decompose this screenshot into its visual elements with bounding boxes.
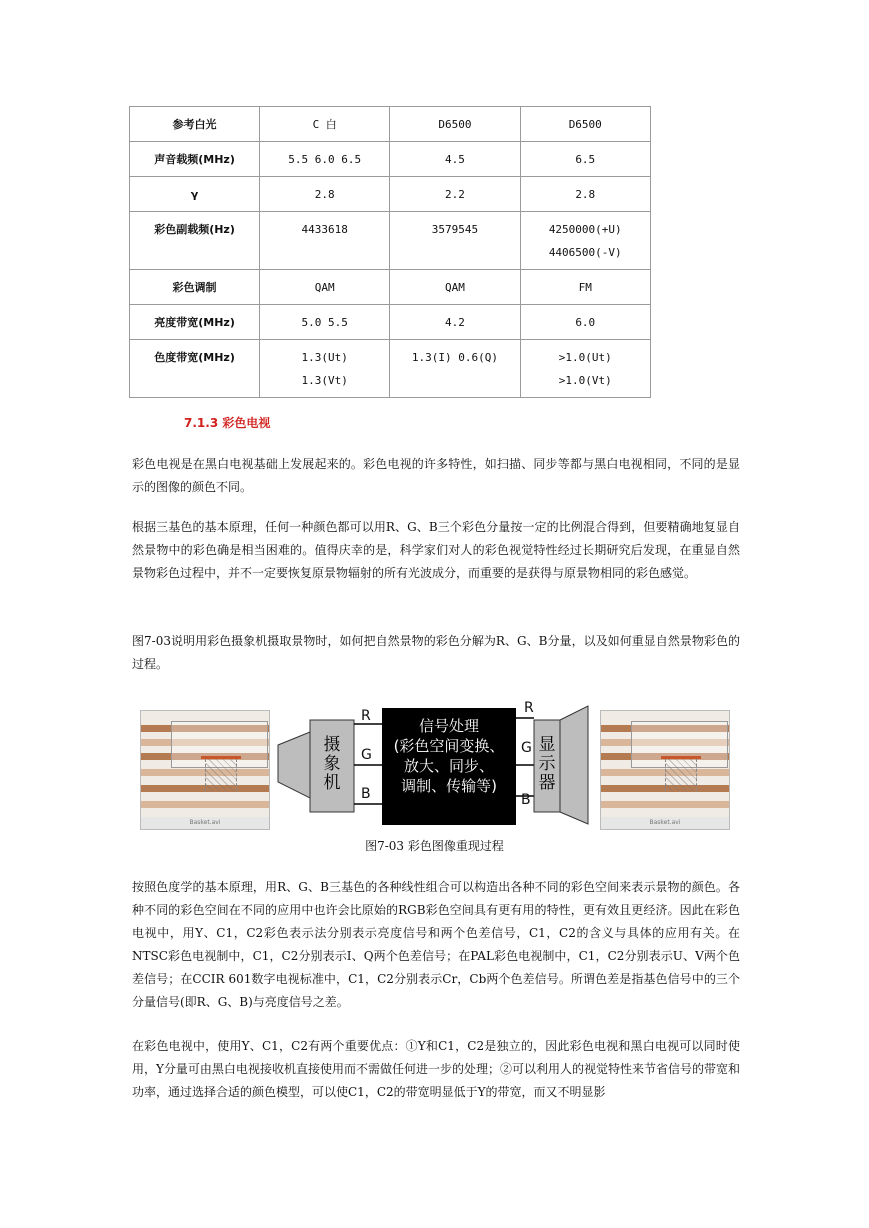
table-cell bbox=[520, 142, 651, 177]
cell-line: 4.5 bbox=[444, 153, 465, 166]
row-header: 亮度带宽(MHz) bbox=[130, 305, 260, 340]
paragraph-5: 在彩色电视中，使用Y、C1，C2有两个重要优点：①Y和C1，C2是独立的，因此彩色电视和黑白电视可以同时使用，Y分量可由黑白电视接收机直接使用而不需做任何进一步的处理；②可以利用人的视觉特性来节省信号的带宽和功率，通过选择合适的颜色模型，可以使C1，C2的带宽明显低于Y的带宽，而又不明显影 bbox=[132, 1039, 740, 1099]
cell-line: 2.8 bbox=[314, 188, 335, 201]
cell-line: D6500 bbox=[438, 118, 472, 131]
camera-label: 摄象机 bbox=[323, 735, 341, 793]
table-cell bbox=[390, 212, 520, 270]
table-cell bbox=[520, 305, 651, 340]
table-cell bbox=[260, 212, 390, 270]
photo-caption-2: Basket.avi bbox=[601, 817, 729, 829]
cell-line: >1.0(Ut) bbox=[558, 351, 612, 364]
table-cell bbox=[390, 177, 520, 212]
table-cell bbox=[520, 177, 651, 212]
table-cell bbox=[260, 270, 390, 305]
cell-line: 2.8 bbox=[575, 188, 596, 201]
processor-label: 信号处理 (彩色空间变换、 放大、同步、 调制、传输等) bbox=[393, 717, 505, 795]
table-cell bbox=[390, 340, 520, 398]
table-cell bbox=[390, 305, 520, 340]
table-cell bbox=[520, 107, 651, 142]
table-cell bbox=[260, 177, 390, 212]
table-row bbox=[130, 142, 651, 177]
table-row bbox=[130, 107, 651, 142]
table-row bbox=[130, 177, 651, 212]
cell-line: QAM bbox=[314, 281, 335, 294]
camera-lens-shape bbox=[278, 732, 310, 798]
reproduced-scene-image bbox=[600, 710, 730, 830]
channel-b-in: B bbox=[361, 786, 371, 802]
row-header: 彩色调制 bbox=[130, 270, 260, 305]
paragraph-1: 彩色电视是在黑白电视基础上发展起来的。彩色电视的许多特性，如扫描、同步等都与黑白电视相同，不同的是显示的图像的颜色不同。 bbox=[132, 457, 740, 494]
table-cell bbox=[260, 107, 390, 142]
table-cell bbox=[260, 340, 390, 398]
row-header: 色度带宽(MHz) bbox=[130, 340, 260, 398]
cell-line: 4406500(-V) bbox=[548, 246, 622, 259]
display-screen-shape bbox=[560, 706, 588, 824]
table-cell bbox=[520, 270, 651, 305]
row-header: γ bbox=[130, 177, 260, 212]
photo-caption: Basket.avi bbox=[141, 817, 269, 829]
cell-line: 3579545 bbox=[431, 223, 479, 236]
section-title: 7.1.3 彩色电视 bbox=[184, 416, 271, 430]
cell-line: C 白 bbox=[312, 118, 337, 131]
table-cell bbox=[260, 142, 390, 177]
cell-line: 1.3(Vt) bbox=[301, 374, 348, 387]
cell-line: 4250000(+U) bbox=[548, 223, 622, 236]
table-row bbox=[130, 340, 651, 398]
cell-line: 4433618 bbox=[301, 223, 348, 236]
channel-g-in: G bbox=[361, 747, 372, 763]
display-label: 显示器 bbox=[538, 735, 556, 793]
cell-line: 6.5 bbox=[575, 153, 596, 166]
paragraph-4: 按照色度学的基本原理，用R、G、B三基色的各种线性组合可以构造出各种不同的彩色空间来表示景物的颜色。各种不同的彩色空间在不同的应用中也许会比原始的RGB彩色空间具有更有用的特性，更有效且更经济。因此在彩色电视中，用Y、C1，C2彩色表示法分别表示亮度信号和两个色差信号，C1，C2的含义与具体的应用有关。在NTSC彩色电视制中，C1，C2分别表示I、Q两个色差信号；在PAL彩色电视制中，C1，C2分别表示U、V两个色差信号；在CCIR 601数字电视标准中，C1，C2分别表示Cr，Cb两个色差信号。所谓色差是指基色信号中的三个分量信号(即R、G、B)与亮度信号之差。 bbox=[132, 880, 740, 1009]
cell-line: FM bbox=[578, 281, 592, 294]
table-cell bbox=[520, 340, 651, 398]
cell-line: D6500 bbox=[568, 118, 602, 131]
row-header: 参考白光 bbox=[130, 107, 260, 142]
table-row bbox=[130, 212, 651, 270]
table-cell bbox=[520, 212, 651, 270]
table-cell bbox=[390, 107, 520, 142]
cell-line: 5.0 5.5 bbox=[301, 316, 348, 329]
spec-table bbox=[129, 106, 651, 398]
paragraph-3: 图7-03说明用彩色摄象机摄取景物时，如何把自然景物的彩色分解为R、G、B分量，以及如何重显自然景物彩色的过程。 bbox=[132, 634, 740, 671]
channel-r-out: R bbox=[524, 700, 534, 716]
table-row bbox=[130, 305, 651, 340]
cell-line: >1.0(Vt) bbox=[558, 374, 612, 387]
row-header: 彩色副载频(Hz) bbox=[130, 212, 260, 270]
table-cell bbox=[260, 305, 390, 340]
cell-line: 6.0 bbox=[575, 316, 596, 329]
channel-r-in: R bbox=[361, 708, 371, 724]
figure-color-reproduction bbox=[140, 700, 730, 825]
table-cell bbox=[390, 270, 520, 305]
cell-line: 5.5 6.0 6.5 bbox=[288, 153, 362, 166]
cell-line: 1.3(Ut) bbox=[301, 351, 348, 364]
channel-g-out: G bbox=[521, 740, 532, 756]
paragraph-2: 根据三基色的基本原理，任何一种颜色都可以用R、G、B三个彩色分量按一定的比例混合得到，但要精确地复显自然景物中的彩色确是相当困难的。值得庆幸的是，科学家们对人的彩色视觉特性经过长期研究后发现，在重显自然景物彩色过程中，并不一定要恢复原景物辐射的所有光波成分，而重要的是获得与原景物相同的彩色感觉。 bbox=[132, 520, 740, 580]
cell-line: 4.2 bbox=[444, 316, 465, 329]
cell-line: QAM bbox=[444, 281, 465, 294]
cell-line: 1.3(I) 0.6(Q) bbox=[411, 351, 498, 364]
table-cell bbox=[390, 142, 520, 177]
figure-caption: 图7-03 彩色图像重现过程 bbox=[365, 839, 504, 853]
row-header: 声音载频(MHz) bbox=[130, 142, 260, 177]
channel-b-out: B bbox=[521, 792, 531, 808]
table-row bbox=[130, 270, 651, 305]
cell-line: 2.2 bbox=[444, 188, 465, 201]
